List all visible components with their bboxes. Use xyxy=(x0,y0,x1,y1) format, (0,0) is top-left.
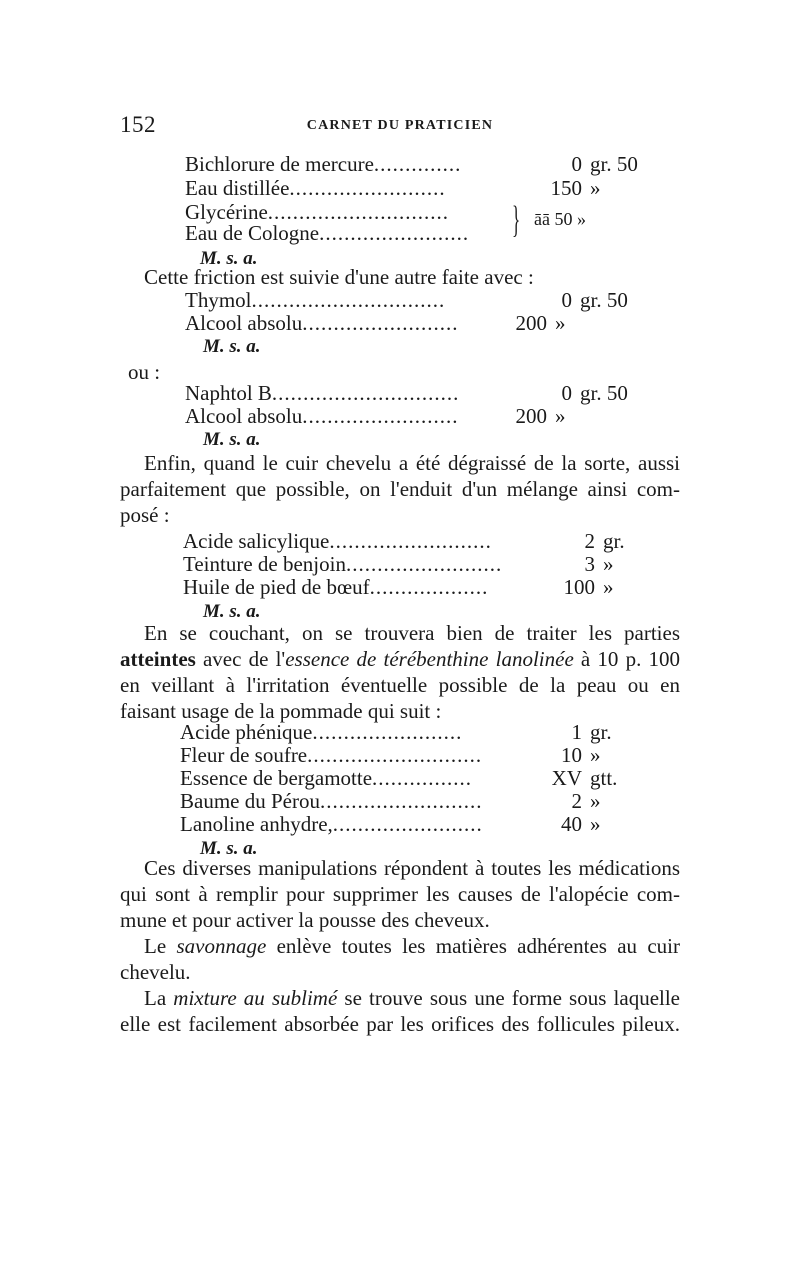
msa-label: M. s. a. xyxy=(203,429,261,450)
ingredient-unit: » xyxy=(590,812,601,836)
ingredient-unit: gr. xyxy=(603,529,625,553)
formula-line: Thymol............................... 0 gr. 50 xyxy=(185,288,628,312)
ingredient-quantity: 200 xyxy=(515,404,547,428)
formula-line: Eau distillée......................... 150 » xyxy=(185,176,601,200)
ingredient-name: Acide salicylique xyxy=(183,529,330,553)
ingredient-name: Thymol xyxy=(185,288,252,312)
ingredient-name: Lanoline anhydre, xyxy=(180,812,333,836)
paragraph-mixture: La mixture au sublimé se trouve sous une forme sous laquelle elle est facilement absorbée par les orifices des follicules pileux. xyxy=(120,986,681,1036)
paragraph-friction: Cette friction est suivie d'une autre faite avec : xyxy=(144,265,534,289)
ingredient-quantity: 100 xyxy=(563,575,595,599)
formula-line: Fleur de soufre............................ 10 » xyxy=(180,743,601,767)
ingredient-quantity: 0 xyxy=(561,381,572,405)
running-title: CARNET DU PRATICIEN xyxy=(306,118,494,133)
ingredient-quantity: 0 xyxy=(561,288,572,312)
ingredient-quantity: 40 xyxy=(561,812,582,836)
formula-line: Baume du Pérou.......................... 2 » xyxy=(180,789,601,813)
ingredient-quantity: 2 xyxy=(571,789,582,813)
formula-line: Naphtol B.............................. 0 gr. 50 xyxy=(185,381,628,405)
ingredient-quantity: 2 xyxy=(584,529,595,553)
formula-line: Alcool absolu......................... 200 » xyxy=(185,311,566,335)
ingredient-name: Alcool absolu xyxy=(185,311,303,335)
paragraph-savonnage: Le savonnage enlève toutes les matières adhérentes au cuir chevelu. xyxy=(120,934,681,984)
ingredient-quantity: 3 xyxy=(584,552,595,576)
formula-line: Huile de pied de bœuf................... 100 » xyxy=(183,575,614,599)
ingredient-unit: » xyxy=(603,552,614,576)
ingredient-name: Eau distillée xyxy=(185,176,290,200)
ingredient-name: Baume du Pérou xyxy=(180,789,320,813)
ingredient-unit: gr. 50 xyxy=(580,381,628,405)
page-number: 152 xyxy=(120,112,156,137)
ingredient-name: Bichlorure de mercure xyxy=(185,152,374,176)
ingredient-quantity: XV xyxy=(551,766,582,790)
ingredient-quantity: 200 xyxy=(515,311,547,335)
formula-line: Glycérine............................. xyxy=(185,200,450,224)
ingredient-name: Naphtol B xyxy=(185,381,272,405)
ingredient-quantity: 1 xyxy=(571,720,582,744)
ingredient-unit: » xyxy=(590,743,601,767)
ingredient-unit: » xyxy=(603,575,614,599)
ingredient-unit: gr. 50 xyxy=(590,152,638,176)
ingredient-name: Acide phénique xyxy=(180,720,313,744)
ingredient-unit: gtt. xyxy=(590,766,618,790)
ingredient-name: Alcool absolu xyxy=(185,404,303,428)
ingredient-unit: gr. 50 xyxy=(580,288,628,312)
formula-line: Lanoline anhydre,........................ 40 » xyxy=(180,812,601,836)
msa-label: M. s. a. xyxy=(203,336,261,357)
ingredient-name: Glycérine xyxy=(185,200,268,224)
ingredient-unit: gr. xyxy=(590,720,612,744)
ingredient-name: Huile de pied de bœuf xyxy=(183,575,370,599)
formula-line: Essence de bergamotte................ XV gtt. xyxy=(180,766,618,790)
formula-line: Teinture de benjoin......................... 3 » xyxy=(183,552,614,576)
msa-label: M. s. a. xyxy=(200,248,258,269)
ingredient-name: Eau de Cologne xyxy=(185,221,320,245)
page-header xyxy=(120,112,680,142)
ingredient-unit: » xyxy=(590,176,601,200)
ingredient-name: Fleur de soufre xyxy=(180,743,308,767)
ingredient-name: Teinture de benjoin xyxy=(183,552,346,576)
or-label: ou : xyxy=(128,360,161,384)
ingredient-unit: » xyxy=(555,404,566,428)
curly-brace: } xyxy=(512,199,521,241)
ingredient-quantity: 10 xyxy=(561,743,582,767)
formula-line: Alcool absolu......................... 200 » xyxy=(185,404,566,428)
formula-line: Eau de Cologne........................ xyxy=(185,221,470,245)
ingredient-quantity: 150 xyxy=(550,176,582,200)
paragraph-diverses: Ces diverses manipulations répondent à toutes les médications qui sont à remplir pour supprimer les causes de l'alopécie com- mune et pour activer la pousse des cheveux. xyxy=(120,856,680,932)
ingredient-unit: » xyxy=(590,789,601,813)
formula-line: Acide salicylique.......................... 2 gr. xyxy=(183,529,625,553)
paragraph-enfin: Enfin, quand le cuir chevelu a été dégraissé de la sorte, aussi parfaitement que possible, on l'enduit d'un mélange ainsi com- posé : xyxy=(120,451,680,527)
brace-quantity: āā 50 » xyxy=(534,209,586,229)
ingredient-quantity: 0 xyxy=(571,152,582,176)
formula-line: Acide phénique........................ 1 gr. xyxy=(180,720,612,744)
formula-line: Bichlorure de mercure.............. 0 gr. 50 xyxy=(185,152,638,176)
paragraph-couchant: En se couchant, on se trouvera bien de traiter les parties atteintes avec de l'essence de térébenthine lanolinée à 10 p. 100 en veillant à l'irritation éventuelle possible de la peau ou en faisant usage de la pommade qui suit : xyxy=(120,621,680,723)
msa-label: M. s. a. xyxy=(203,601,261,622)
msa-label: M. s. a. xyxy=(200,838,258,859)
ingredient-name: Essence de bergamotte xyxy=(180,766,373,790)
ingredient-unit: » xyxy=(555,311,566,335)
